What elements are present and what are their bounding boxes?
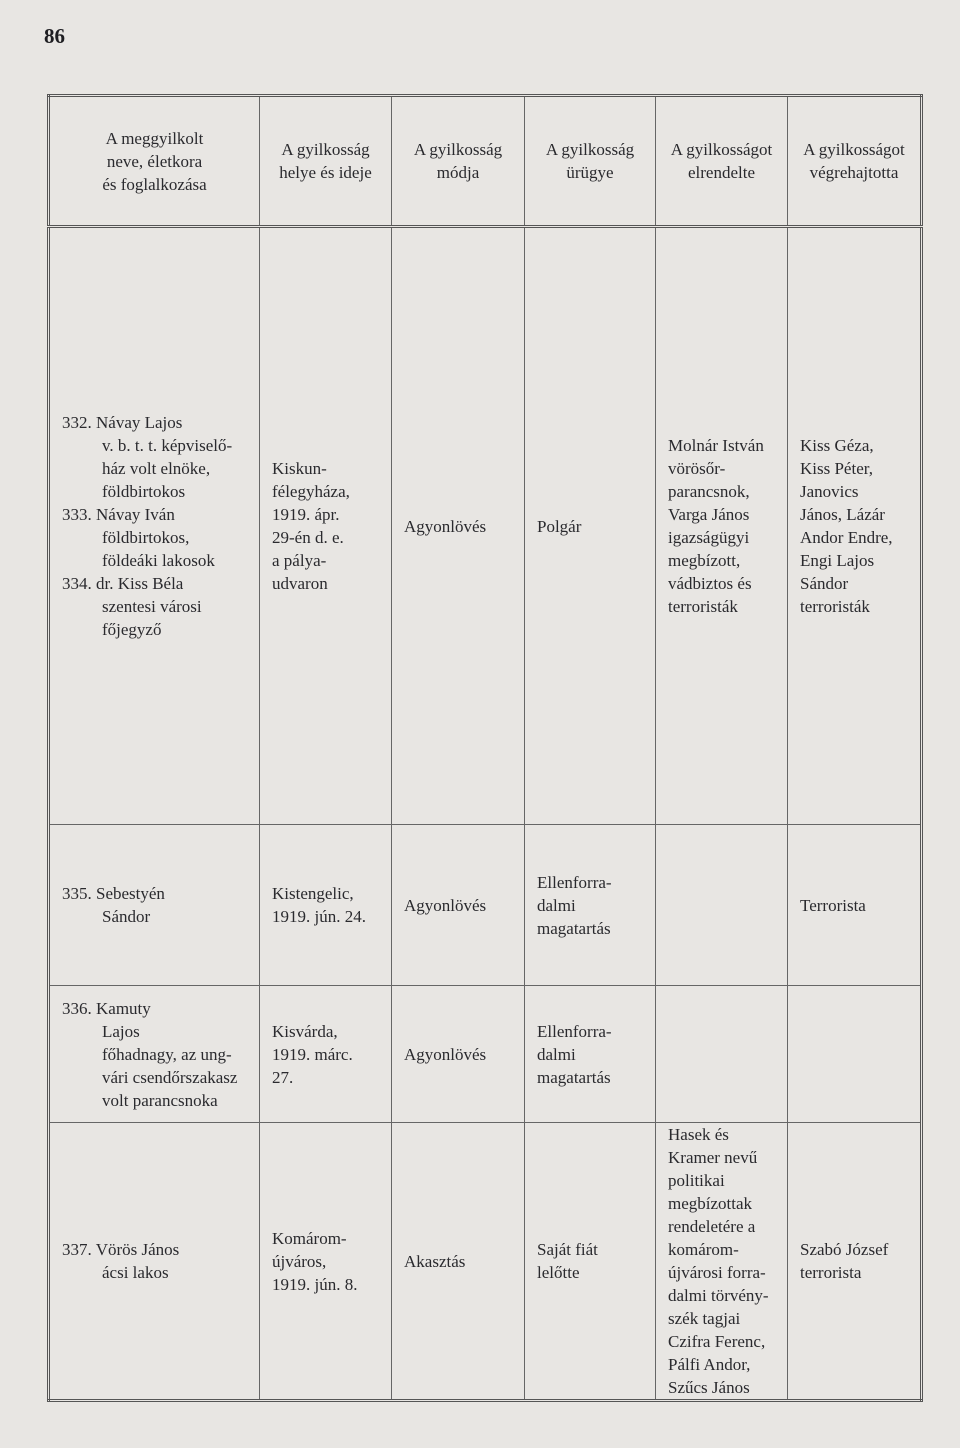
victim-entry xyxy=(62,572,249,641)
victim-cell xyxy=(49,986,260,1123)
method-cell: Agyonlövés xyxy=(392,227,525,825)
victim-entry xyxy=(62,411,249,503)
pretext-cell: Ellenforra- dalmi magatartás xyxy=(525,986,656,1123)
table-row xyxy=(49,825,922,986)
victim-detail: főjegyző xyxy=(102,620,162,639)
victim-name: Návay Iván xyxy=(96,505,175,524)
victim-name: Kamuty xyxy=(96,998,151,1018)
place-time-cell: Kiskun- félegyháza, 1919. ápr. 29-én d. e. a pálya- udvaron xyxy=(260,227,392,825)
table-row xyxy=(49,986,922,1123)
victim-cell xyxy=(49,227,260,825)
victim-detail: szentesi városi xyxy=(102,597,202,616)
victim-entry xyxy=(62,997,249,1112)
victim-name: Návay Lajos xyxy=(96,413,183,432)
table-row xyxy=(49,1123,922,1401)
victim-name: dr. Kiss Béla xyxy=(96,574,184,593)
victim-detail: földbirtokos xyxy=(102,482,186,501)
executed-by-cell: Kiss Géza, Kiss Péter, Janovics János, Lázár Andor Endre, Engi Lajos Sándor terroristák xyxy=(788,227,922,825)
executed-by-cell xyxy=(788,986,922,1123)
victim-entry xyxy=(62,1238,249,1284)
victim-detail: Lajos xyxy=(102,1021,140,1041)
ordered-by-cell xyxy=(656,986,788,1123)
victim-detail: vári csendőrszakasz xyxy=(102,1067,238,1087)
place-time-cell: Kisvárda, 1919. márc. 27. xyxy=(260,986,392,1123)
method-cell: Agyonlövés xyxy=(392,986,525,1123)
table-header-row xyxy=(49,96,922,227)
victim-detail: Sándor xyxy=(102,907,151,926)
victim-detail: földbirtokos, xyxy=(102,528,190,547)
victim-detail: ház volt elnöke, xyxy=(102,459,211,478)
pretext-cell: Saját fiát lelőtte xyxy=(525,1123,656,1401)
victim-entry xyxy=(62,882,249,928)
ordered-by-cell: Hasek és Kramer nevű politikai megbízottak rendeletére a komárom- újvárosi forra- dalmi törvény- szék tagjai Czifra Ferenc, Pálfi Andor, Szűcs János xyxy=(656,1123,788,1401)
executed-by-cell: Szabó József terrorista xyxy=(788,1123,922,1401)
header-ordered-by: A gyilkosságot elrendelte xyxy=(656,96,788,227)
ordered-by-cell: Molnár István vörösőr- parancsnok, Varga János igazságügyi megbízott, vádbiztos és terroristák xyxy=(656,227,788,825)
header-pretext: A gyilkosság ürügye xyxy=(525,96,656,227)
victim-name: Sebestyén xyxy=(96,884,165,903)
pretext-cell: Polgár xyxy=(525,227,656,825)
header-executed-by: A gyilkosságot végrehajtotta xyxy=(788,96,922,227)
place-time-cell: Kistengelic, 1919. jún. 24. xyxy=(260,825,392,986)
victim-detail: földeáki lakosok xyxy=(102,551,215,570)
victim-name: Vörös János xyxy=(95,1240,180,1259)
victim-number: 335. xyxy=(62,884,92,903)
page-number: 86 xyxy=(44,24,65,48)
header-victim: A meggyilkolt neve, életkora és foglalkozása xyxy=(49,96,260,227)
victim-number: 333. xyxy=(62,505,92,524)
victim-number: 334. xyxy=(62,574,92,593)
victim-entry xyxy=(62,503,249,572)
victim-number: 336. xyxy=(62,998,92,1018)
victim-number: 332. xyxy=(62,413,92,432)
victim-detail: főhadnagy, az ung- xyxy=(102,1044,232,1064)
executed-by-cell: Terrorista xyxy=(788,825,922,986)
murder-record-table xyxy=(47,94,923,1402)
victim-cell xyxy=(49,825,260,986)
victim-detail: v. b. t. t. képviselő- xyxy=(102,436,233,455)
victim-number: 337. xyxy=(62,1240,92,1259)
method-cell: Akasztás xyxy=(392,1123,525,1401)
victim-detail: volt parancsnoka xyxy=(102,1090,218,1110)
place-time-cell: Komárom- újváros, 1919. jún. 8. xyxy=(260,1123,392,1401)
pretext-cell: Ellenforra- dalmi magatartás xyxy=(525,825,656,986)
header-place-time: A gyilkosság helye és ideje xyxy=(260,96,392,227)
method-cell: Agyonlövés xyxy=(392,825,525,986)
victim-detail: ácsi lakos xyxy=(102,1263,169,1282)
table-row xyxy=(49,227,922,825)
header-method: A gyilkosság módja xyxy=(392,96,525,227)
ordered-by-cell xyxy=(656,825,788,986)
victim-cell xyxy=(49,1123,260,1401)
